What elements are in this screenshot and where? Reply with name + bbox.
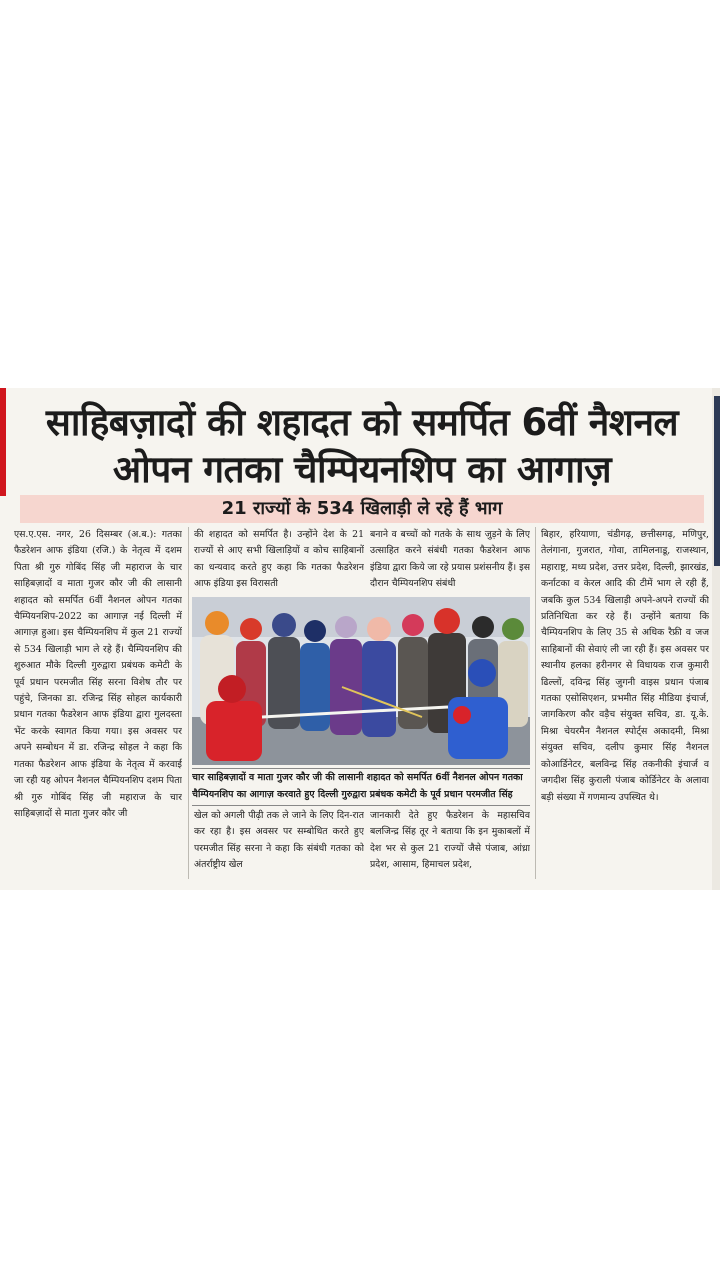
article-column-2-bottom: खेल को अगली पीढ़ी तक ले जाने के लिए दिन-रात कर रहा है। इस अवसर पर सम्बोधित करते हुए परमजीत सिंह सरना ने कहा कि संबंधी गतका को अंतर्राष्ट्रीय खेल — [194, 810, 364, 871]
article-column-4: बिहार, हरियाणा, चंडीगढ़, छत्तीसगढ़, मणिपुर, तेलंगाना, गुजरात, गोवा, तामिलनाडू, राजस्थान, महाराष्ट्र, मध्य प्रदेश, उत्तर प्रदेश, दिल्ली, झारखंड, कर्नाटका व केरल आदि की टीमें भाग ले रही हैं, जबकि कुल 534 खिलाड़ी अपने-अपने राज्यों की प्रतिनिधिता कर रहे हैं। उन्होंने बताया कि चैम्पियनशिप के लिए 35 से अधिक रैफ्री व जज साहिबानों की सेवाएं ली जा रही हैं। इस अवसर पर स्थानीय हलका हरीनगर से विधायक राज कुमारी ढिल्लों, दविन्द्र सिंह जुगनी वाइस प्रधान पंजाब गतका एसोसिएशन, प्रभमीत सिंह मीडिया इंचार्ज, जागकिरण कौर वड़ैच संयुक्त सचिव, डा. यू.के. मिश्रा चेयरमैन नैशनल स्पोर्ट्स अकादमी, मिश्रा संयुक्त सचिव, दलीप कुमार सिंह नैशनल कोआर्डिनेटर, बलविन्द्र सिंह तकनीकी इंचार्ज व जगदीश सिंह कुराली पंजाब कोर्डिनेटर के अलावा बड़ी संख्या में गणमान्य उपस्थित थे। — [541, 529, 709, 803]
article-column-1: एस.ए.एस. नगर, 26 दिसम्बर (अ.ब.): गतका फैडरेशन आफ इंडिया (रजि.) के नेतृत्व में दशम पिता श्री गुरु गोबिंद सिंह जी महाराज के चार साहिबज़ादों व माता गुजर कौर जी की लासानी शहादत को समर्पित 6वीं नैशनल ओपन गतका चैम्पियनशिप-2022 का आगाज़ नई दिल्ली में आगाज़ हुआ। इस चैम्पियनशिप में कुल 21 राज्यों से 534 खिलाड़ी भाग ले रहे हैं। चैम्पियनशिप की शुरुआत मौके दिल्ली गुरुद्वारा प्रबंधक कमेटी के पूर्व प्रधान परमजीत सिंह सरना विशेष तौर पर पहुंचे, जिनका डा. रजिन्द्र सिंह सोहल कार्यकारी प्रधान गतका फैडरेशन आफ इंडिया द्वारा गुलदस्ता भेंट करके स्वागत किया गया। इस अवसर पर अपने सम्बोधन में डा. रजिन्द्र सोहल ने कहा कि गतका फैडरेशन आफ इंडिया के नेतृत्व में करवाई जा रही यह ओपन नैशनल चैम्पियनशिप दशम पिता श्री गुरु गोबिंद सिंह जी महाराज के चार साहिबज़ादों से माता गुजर कौर जी — [14, 529, 182, 819]
headline-line-2: ओपन गतका चैम्पियनशिप का आगाज़ — [112, 448, 612, 491]
column-divider — [188, 527, 189, 879]
subheadline: 21 राज्यों के 534 खिलाड़ी ले रहे हैं भाग — [20, 495, 704, 523]
article-column-2-top: की शहादत को समर्पित है। उन्होंने देश के 21 राज्यों से आए सभी खिलाड़ियों व कोच साहिबानों का धन्यवाद करते हुए कहा कि गतका फैडरेशन आफ इंडिया इस विरासती — [194, 529, 364, 590]
article-column-3-bottom: जानकारी देते हुए फैडरेशन के महासचिव बलजिन्द्र सिंह तूर ने बताया कि इन मुकाबलों में देश भर से कुल 21 राज्यों जैसे पंजाब, आंध्रा प्रदेश, आसाम, हिमाचल प्रदेश, — [370, 810, 530, 871]
photo-caption: चार साहिबज़ादों व माता गुजर कौर जी की लासानी शहादत को समर्पित 6वीं नैशनल ओपन गतका चैम्पियनशिप का आगाज़ करवाते हुए दिल्ली गुरुद्वारा प्रबंधक कमेटी के पूर्व प्रधान परमजीत सिंह — [192, 768, 530, 806]
news-photo — [192, 597, 530, 765]
article-column-3-top: बनाने व बच्चों को गतके के साथ जुड़ने के लिए उत्साहित करने संबंधी गतका फैडरेशन आफ इंडिया द्वारा किये जा रहे प्रयास प्रशंसनीय हैं। इस दौरान चैम्पियनशिप संबंधी — [370, 529, 530, 590]
adjacent-photo-edge — [714, 396, 720, 566]
accent-bar — [0, 388, 6, 496]
headline-line-1: साहिबज़ादों की शहादत को समर्पित 6वीं नैशनल — [45, 401, 679, 444]
column-divider — [535, 527, 536, 879]
